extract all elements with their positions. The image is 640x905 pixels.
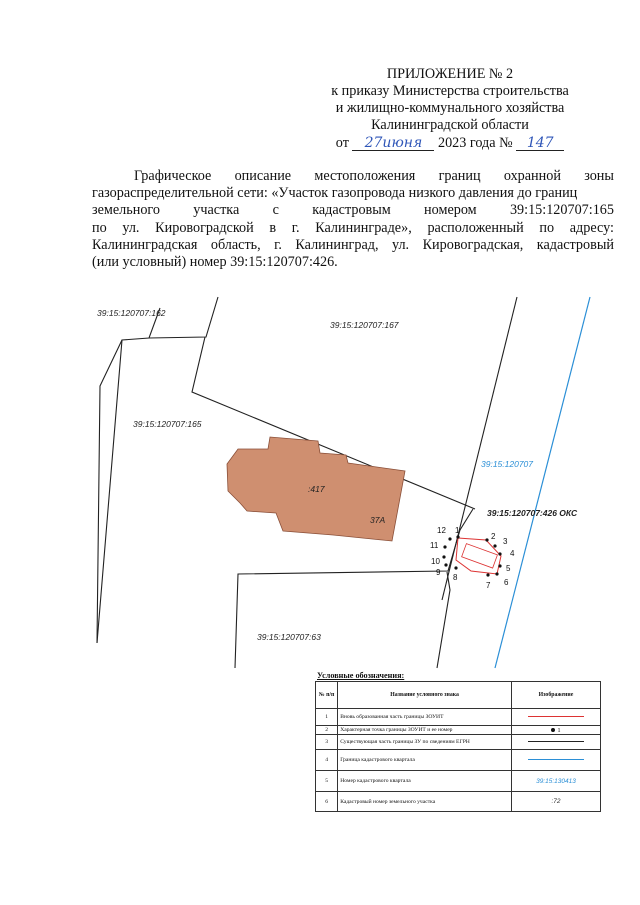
- boundary-point-12: [448, 537, 451, 540]
- boundary-point-6: [495, 572, 498, 575]
- boundary-line: [437, 572, 450, 668]
- legend-header-row: [316, 682, 601, 709]
- parcel-label-167: 39:15:120707:167: [330, 320, 399, 330]
- point-label-3: 3: [503, 537, 508, 546]
- boundary-point-3: [493, 544, 496, 547]
- parcel-label-162: 39:15:120707:162: [97, 308, 166, 318]
- legend-row: 1 Вновь образованная часть границы ЗОУИТ: [316, 709, 601, 726]
- appendix-region-line: Калининградской области: [371, 117, 529, 133]
- boundary-line: [97, 308, 160, 643]
- boundary-point-5: [498, 564, 501, 567]
- parcel-number-swatch: :72: [551, 798, 561, 805]
- legend-col-num: № п/п: [316, 682, 338, 709]
- point-label-5: 5: [506, 564, 511, 573]
- boundary-point-4: [498, 552, 501, 555]
- boundary-point-2: [485, 538, 488, 541]
- oks-label: 39:15:120707:426 ОКС: [487, 508, 578, 518]
- boundary-point-1: [456, 535, 459, 538]
- description-row-1: Графическое описание местоположения границ охранной зоны: [134, 168, 614, 184]
- date-prefix: от: [335, 135, 349, 151]
- boundary-point-11: [443, 545, 446, 548]
- legend-row: 5 Номер кадастрового квартала 39:15:130413: [316, 771, 601, 792]
- point-label-2: 2: [491, 532, 496, 541]
- legend-col-name: Название условного знака: [338, 682, 512, 709]
- boundary-point-7: [486, 573, 489, 576]
- description-row-2: газораспределительной сети: «Участок газопровода низкого давления до границ: [92, 185, 578, 202]
- point-swatch: 1: [551, 727, 560, 734]
- legend-row: 6 Кадастровый номер земельного участка :72: [316, 792, 601, 812]
- boundary-point-9: [444, 563, 447, 566]
- description-row-3: земельного участка с кадастровым номером 39:15:120707:165: [92, 202, 614, 219]
- legend-row: 4 Граница кадастрового квартала: [316, 750, 601, 771]
- description-row-6: (или условный) номер 39:15:120707:426.: [92, 254, 338, 271]
- quarter-label: 39:15:120707: [481, 459, 533, 469]
- building-id-label: :417: [308, 484, 325, 494]
- existing-structure: [462, 544, 498, 568]
- point-label-4: 4: [510, 549, 515, 558]
- point-label-7: 7: [486, 581, 491, 590]
- blue-line-swatch: [528, 759, 584, 760]
- handwritten-number: 147: [526, 135, 554, 151]
- point-label-6: 6: [504, 578, 509, 587]
- handwritten-date: 27июня: [364, 135, 423, 151]
- appendix-order-line: к приказу Министерства строительства: [331, 83, 569, 99]
- appendix-title: ПРИЛОЖЕНИЕ № 2: [386, 66, 514, 82]
- point-label-8: 8: [453, 573, 458, 582]
- parcel-label-165: 39:15:120707:165: [133, 419, 202, 429]
- boundary-point-8: [454, 566, 457, 569]
- point-dot-icon: [551, 728, 555, 732]
- point-label-10: 10: [431, 557, 440, 566]
- red-line-swatch: [528, 716, 584, 717]
- point-label-9: 9: [436, 568, 441, 577]
- appendix-ministry-line: и жилищно-коммунального хозяйства: [335, 100, 565, 116]
- legend-col-image: Изображение: [511, 682, 600, 709]
- legend-table: [315, 681, 601, 812]
- description-row-5: Калининградская область, г. Калининград, ул. Кировоградская, кадастровый: [92, 236, 614, 253]
- building-house-label: 37А: [370, 515, 386, 525]
- quarter-boundary: [495, 297, 590, 668]
- protection-zone-boundary: [456, 538, 501, 574]
- point-label-12: 12: [437, 526, 446, 535]
- description-row-4: по ул. Кировоградской в г. Калининграде», расположенный по адресу:: [92, 219, 614, 236]
- boundary-point-10: [442, 555, 445, 558]
- legend-title: Условные обозначения:: [317, 671, 405, 680]
- legend-row: 3 Существующая часть границы ЗУ по сведениям ЕГРН: [316, 735, 601, 750]
- boundary-line: [442, 297, 517, 600]
- point-label-11: 11: [430, 541, 439, 550]
- parcel-label-63: 39:15:120707:63: [257, 632, 321, 642]
- date-suffix: 2023 года №: [437, 135, 513, 151]
- legend-row: 2 Характерная точка границы ЗОУИТ и ее номер 1: [316, 726, 601, 735]
- quarter-number-swatch: 39:15:130413: [536, 777, 576, 785]
- black-line-swatch: [528, 741, 584, 742]
- point-label-1: 1: [455, 526, 460, 535]
